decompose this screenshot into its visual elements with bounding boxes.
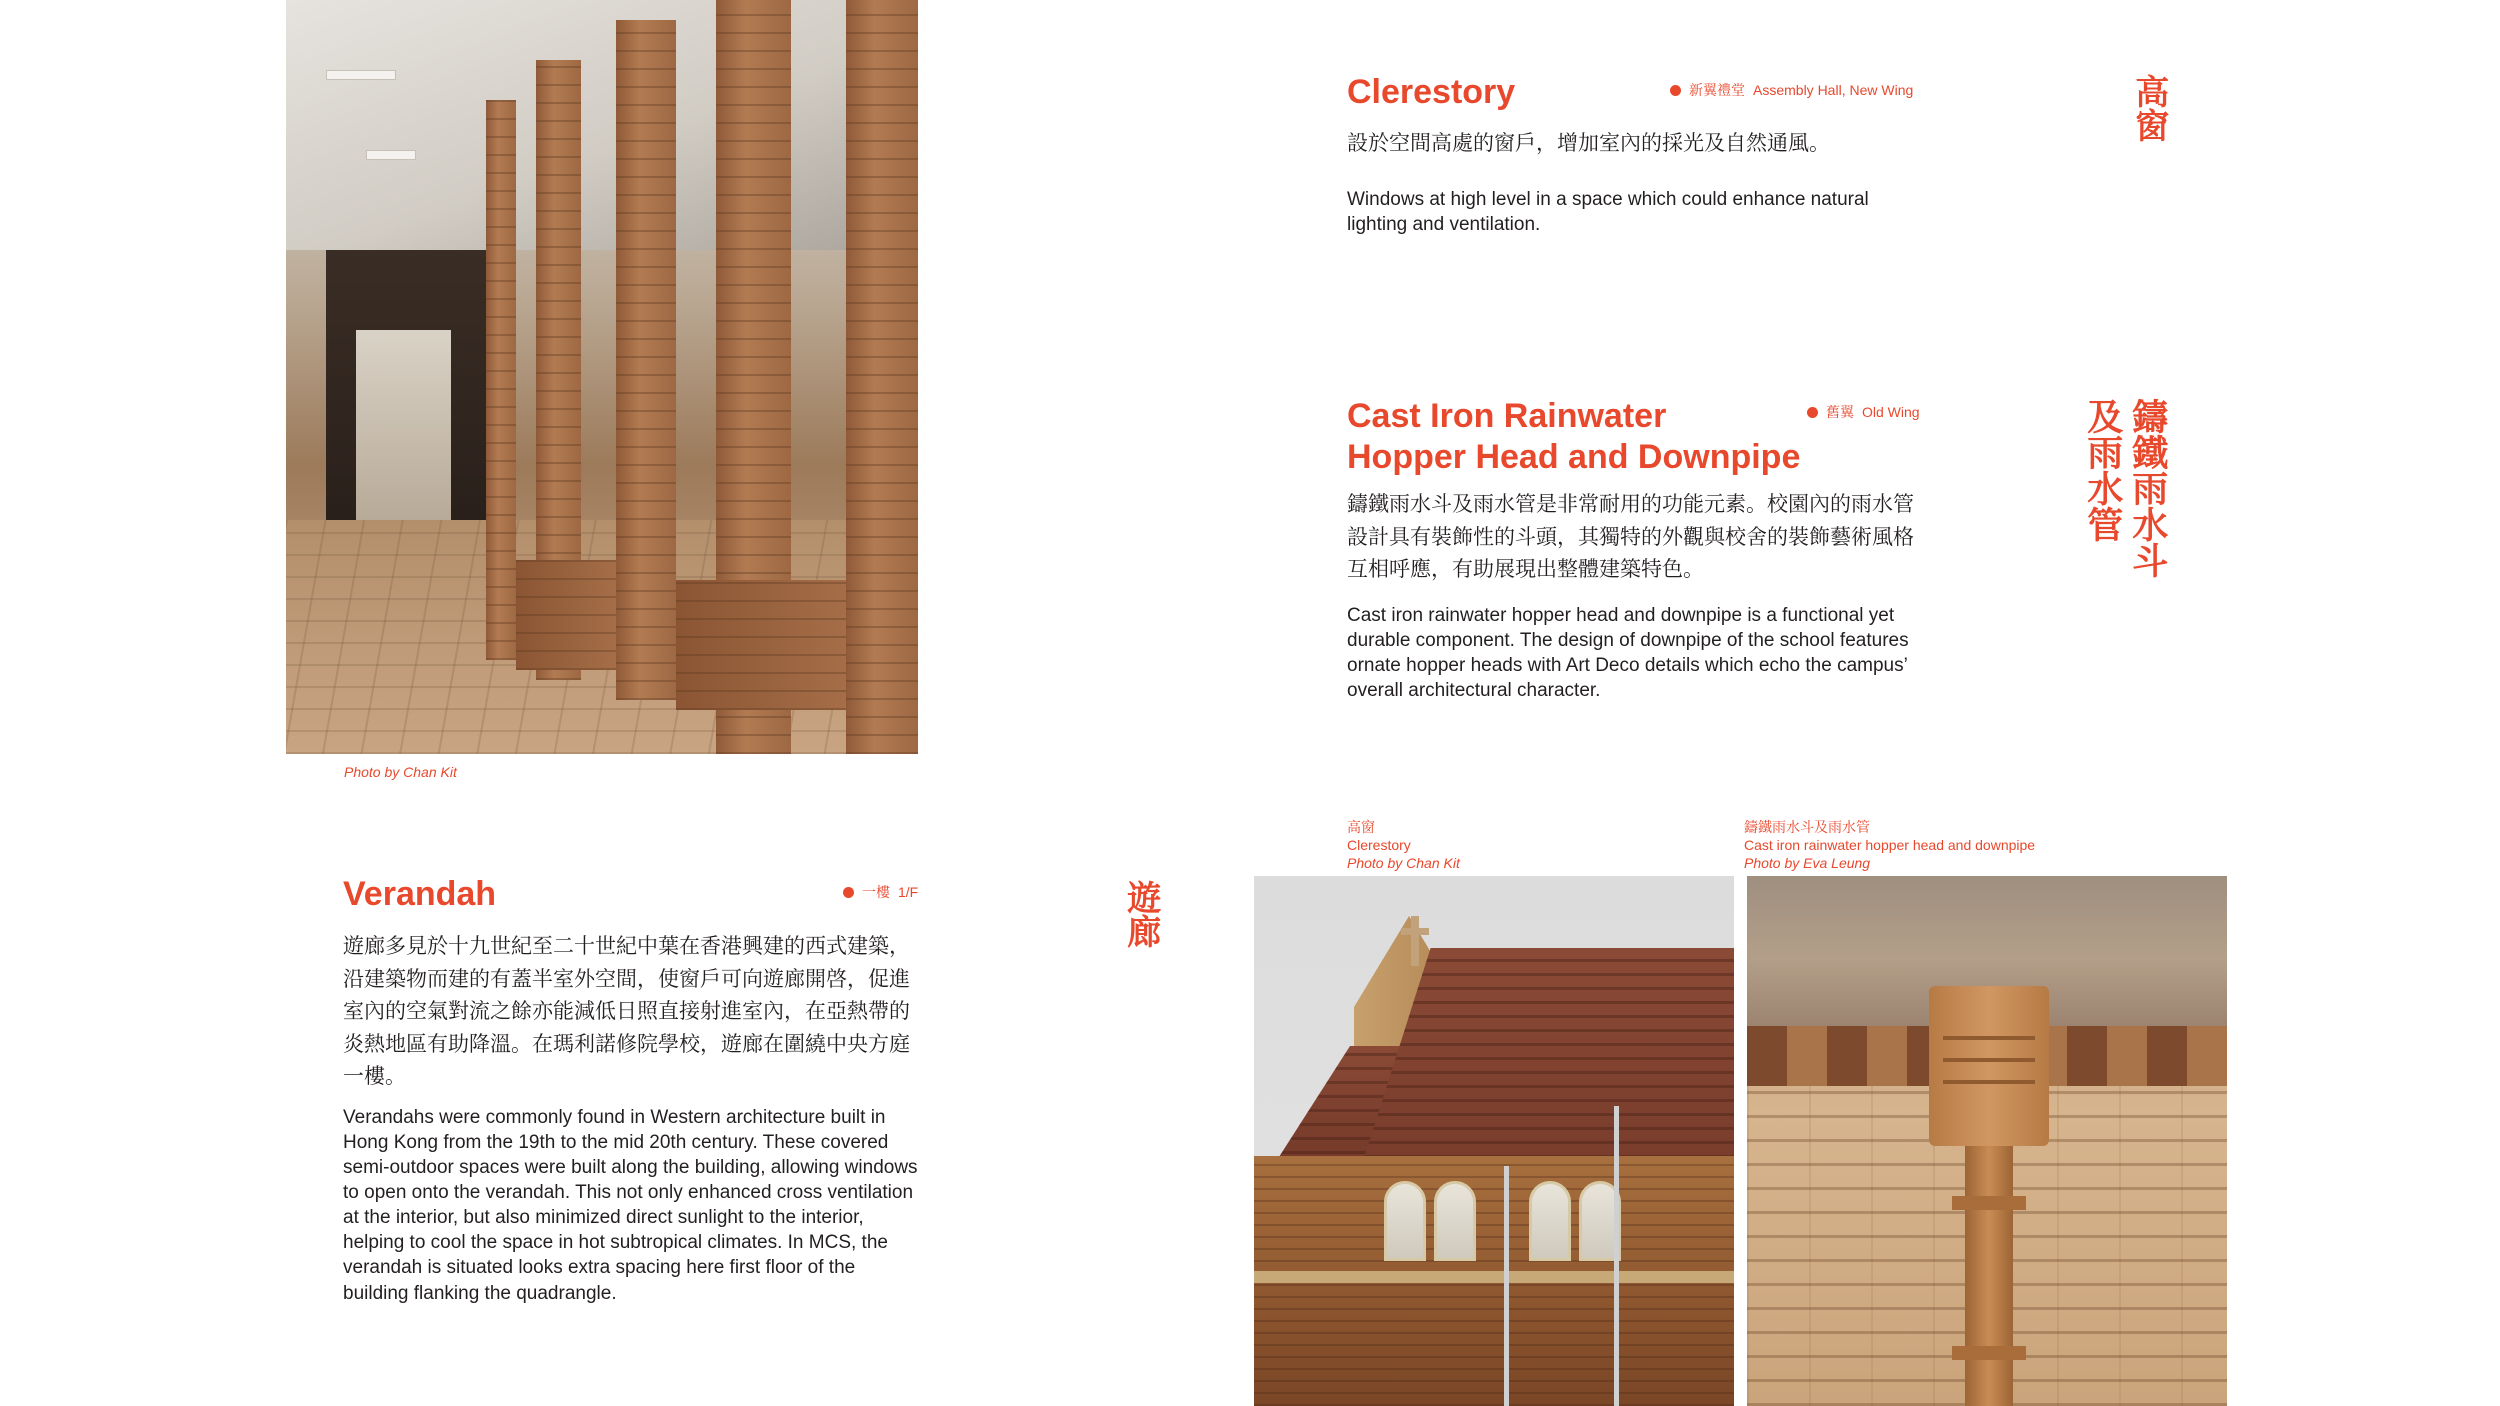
location-tag-en: Assembly Hall, New Wing <box>1753 82 1914 98</box>
downpipe <box>1965 1146 2013 1406</box>
flag-pole <box>1614 1106 1619 1406</box>
caption-credit: Photo by Chan Kit <box>1347 855 1460 872</box>
clerestory-window <box>1384 1181 1426 1261</box>
verandah-title: Verandah <box>343 875 497 913</box>
clerestory-location-tag <box>1670 80 1913 100</box>
downpipe-vertical-title-col1: 鑄鐵雨水斗 <box>2126 398 2168 578</box>
location-tag-zh: 一樓 <box>862 884 890 900</box>
location-dot-icon <box>1807 407 1818 418</box>
downpipe-title <box>1347 396 1800 478</box>
pipe-bracket <box>1952 1196 2026 1210</box>
downpipe-body-zh: 鑄鐵雨水斗及雨水管是非常耐用的功能元素。校園內的雨水管設計具有裝飾性的斗頭，其獨特的外觀與校舍的裝飾藝術風格互相呼應，有助展現出整體建築特色。 <box>1347 492 1914 582</box>
downpipe-vertical-title-col2: 及雨水管 <box>2081 398 2123 542</box>
clerestory-photo <box>1254 876 1734 1406</box>
caption-en: Cast iron rainwater hopper head and downpipe <box>1744 837 2036 854</box>
verandah-location-tag <box>843 882 918 902</box>
art-deco-chevron <box>1943 1048 2035 1062</box>
flag-pole <box>1504 1166 1509 1406</box>
downpipe-photo <box>1747 876 2227 1406</box>
downpipe-photo-caption <box>1744 818 2035 873</box>
hopper-head <box>1929 986 2049 1146</box>
clerestory-vertical-title: 高窗 <box>2128 74 2169 142</box>
corridor-doorway-opening <box>356 330 451 520</box>
brick-ledge <box>676 580 846 710</box>
clerestory-body-en: Windows at high level in a space which could enhance natural lighting and ventilation. <box>1347 189 1869 236</box>
art-deco-chevron <box>1943 1026 2035 1040</box>
downpipe-body-en: Cast iron rainwater hopper head and downpipe is a functional yet durable component. The design of downpipe of the school features ornate hopper heads with Art Deco details which echo the campus’ overall architectural character. <box>1347 605 1909 702</box>
cross-icon <box>1411 916 1419 966</box>
clerestory-body-zh: 設於空間高處的窗戶，增加室內的採光及自然通風。 <box>1347 131 1830 155</box>
downpipe-location-tag <box>1807 402 1920 422</box>
caption-en: Clerestory <box>1347 837 1411 854</box>
ceiling-light <box>366 150 416 160</box>
location-tag-zh: 舊翼 <box>1826 404 1854 420</box>
location-tag-en: 1/F <box>898 884 919 900</box>
verandah-vertical-title: 遊廊 <box>1120 880 1161 948</box>
verandah-photo-credit: Photo by Chan Kit <box>344 764 457 780</box>
art-deco-chevron <box>1943 1070 2035 1084</box>
downpipe-title-line1: Cast Iron Rainwater <box>1347 397 1667 435</box>
stone-band <box>1254 1271 1734 1283</box>
caption-zh: 高窗 <box>1347 819 1375 835</box>
location-dot-icon <box>843 887 854 898</box>
verandah-body-zh: 遊廊多見於十九世紀至二十世紀中葉在香港興建的西式建築，沿建築物而建的有蓋半室外空間，使窗戶可向遊廊開啓，促進室內的空氣對流之餘亦能減低日照直接射進室內，在亞熱帶的炎熱地區有助降溫。在瑪利諾修院學校，遊廊在圍繞中央方庭一樓。 <box>343 934 910 1089</box>
verandah-body-en: Verandahs were commonly found in Western architecture built in Hong Kong from the 19th to the mid 20th century. These covered semi-outdoor spaces were built along the building, allowing windows to open onto the verandah. This not only enhanced cross ventilation at the interior, but also minimized direct sunlight to the interior, helping to cool the space in hot subtropical climates. In MCS, the verandah is situated looks extra spacing here first floor of the building flanking the quadrangle. <box>343 1107 918 1304</box>
location-tag-en: Old Wing <box>1862 404 1920 420</box>
caption-credit: Photo by Eva Leung <box>1744 855 1871 872</box>
verandah-photo <box>286 0 918 754</box>
brick-pillar <box>846 0 918 754</box>
clerestory-photo-caption <box>1347 818 1460 873</box>
clerestory-window <box>1529 1181 1571 1261</box>
brick-pillar <box>486 100 516 660</box>
brick-ledge <box>516 560 616 670</box>
clerestory-window <box>1434 1181 1476 1261</box>
clerestory-title: Clerestory <box>1347 73 1516 111</box>
ceiling-light <box>326 70 396 80</box>
brick-pillar <box>616 20 676 700</box>
cross-bar <box>1401 928 1429 935</box>
pipe-bracket <box>1952 1346 2026 1360</box>
location-tag-zh: 新翼禮堂 <box>1689 82 1745 98</box>
downpipe-title-line2: Hopper Head and Downpipe <box>1347 437 1801 476</box>
verandah-ceiling <box>286 0 918 250</box>
caption-zh: 鑄鐵雨水斗及雨水管 <box>1744 819 1870 835</box>
location-dot-icon <box>1670 85 1681 96</box>
